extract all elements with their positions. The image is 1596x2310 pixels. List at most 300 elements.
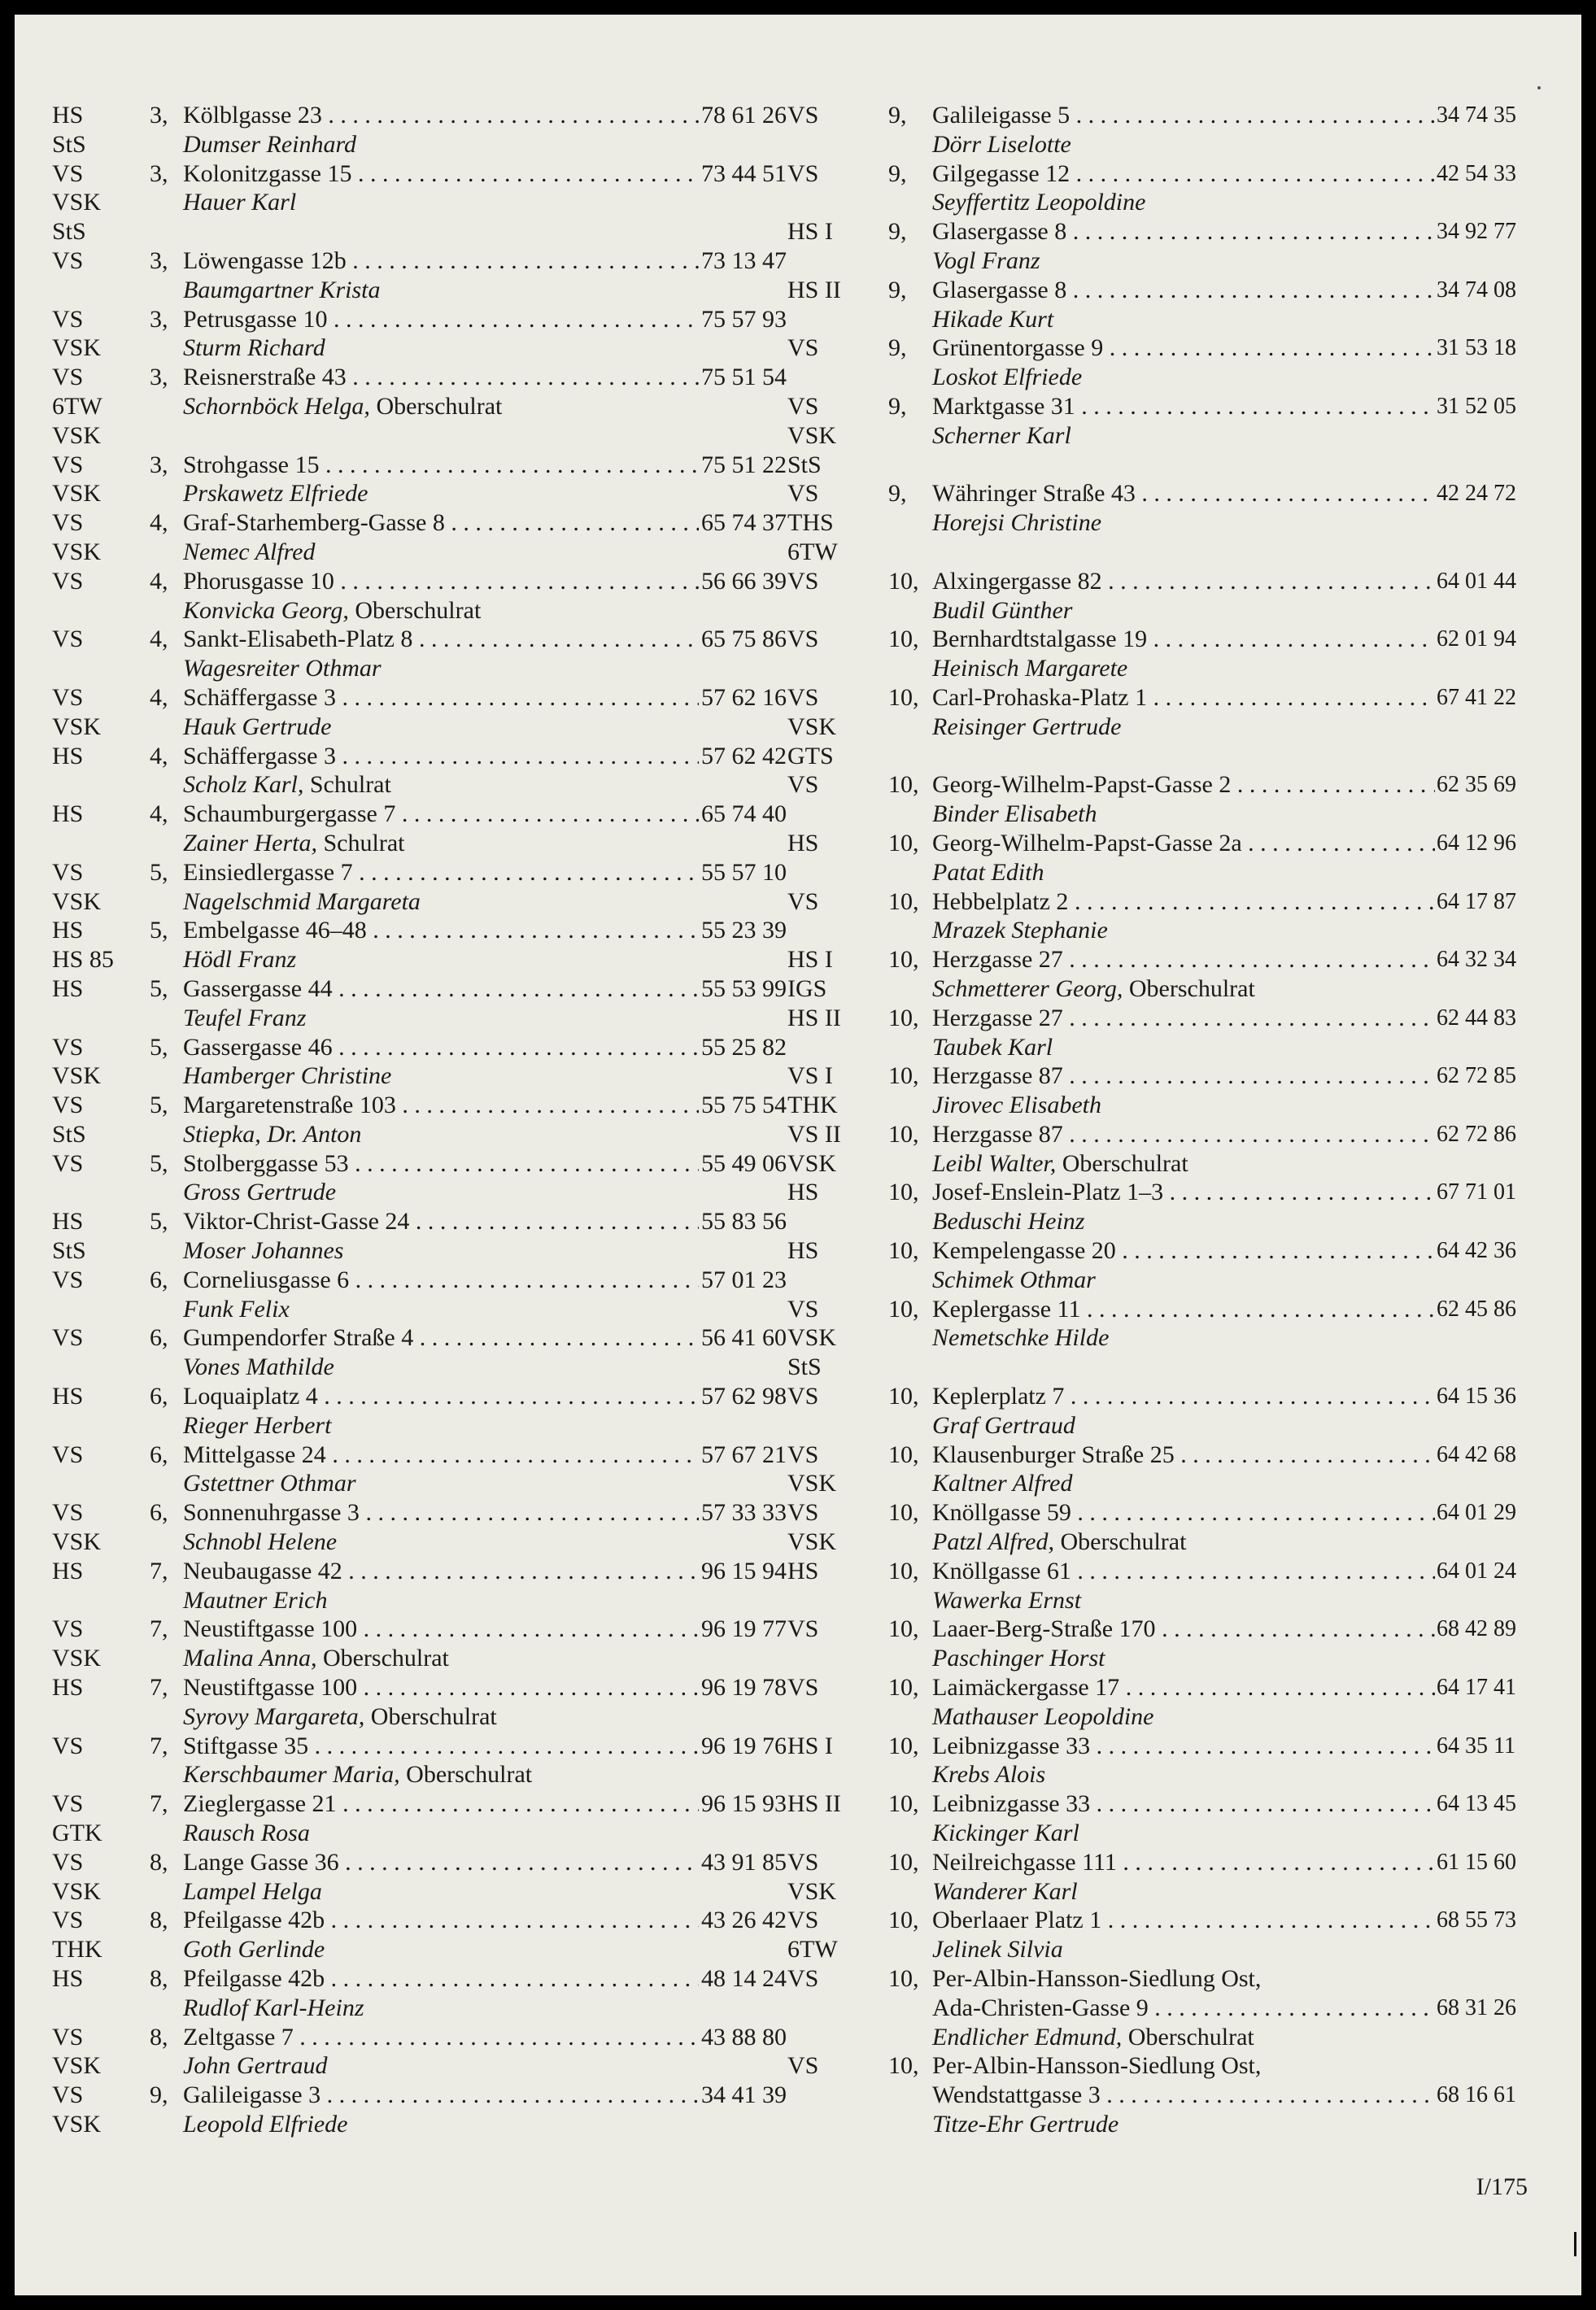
principal-name: Mathauser Leopoldine xyxy=(932,1702,1154,1730)
phone-number: 67 41 22 xyxy=(1437,684,1516,710)
school-address: Marktgasse 31 . . . xyxy=(932,392,1435,421)
directory-line xyxy=(52,1819,776,1848)
district-number: 8, xyxy=(150,1848,168,1876)
school-type-code: HS xyxy=(52,1383,84,1410)
entry-text xyxy=(183,305,699,334)
entry-text xyxy=(183,713,331,742)
school-type-code: VS xyxy=(787,1965,819,1992)
directory-line xyxy=(787,1615,1516,1644)
school-address: Gumpendorfer Straße 4 . . . xyxy=(183,1323,699,1353)
school-type-code: VS xyxy=(52,246,84,274)
school-address: Gassergasse 44 . . . xyxy=(183,974,699,1004)
directory-line xyxy=(787,1178,1516,1207)
entry-text xyxy=(932,421,1071,451)
directory-line xyxy=(52,1615,787,1644)
entry-text xyxy=(183,1091,699,1120)
principal-name: Rudlof Karl-Heinz xyxy=(183,1994,364,2021)
school-type-code: StS xyxy=(787,451,822,478)
entry-text xyxy=(183,1848,699,1877)
school-type-code: StS xyxy=(52,218,86,246)
school-type-code: THK xyxy=(52,1936,102,1964)
directory-line xyxy=(52,1411,776,1440)
phone-number: 57 33 33 xyxy=(701,1499,787,1527)
directory-line xyxy=(787,945,1516,974)
school-address: Josef-Enslein-Platz 1–3 . . . xyxy=(932,1178,1435,1207)
directory-line xyxy=(52,1994,776,2023)
school-type-code: GTS xyxy=(787,742,834,769)
school-type-code: VS II xyxy=(787,1120,841,1148)
entry-text xyxy=(932,392,1435,421)
entry-text xyxy=(183,1702,497,1732)
entry-text xyxy=(932,858,1044,887)
entry-text xyxy=(932,567,1435,596)
school-type-code: VS xyxy=(52,1149,84,1177)
phone-number: 78 61 26 xyxy=(701,102,787,129)
directory-line xyxy=(787,1732,1515,1761)
phone-number: 62 44 83 xyxy=(1437,1005,1516,1031)
school-type-code: VSK xyxy=(52,1528,102,1556)
directory-line xyxy=(787,1935,1495,1964)
principal-name: Patat Edith xyxy=(932,858,1044,886)
entry-text xyxy=(183,1353,334,1382)
principal-name: Lampel Helga xyxy=(183,1877,322,1905)
district-number: 5, xyxy=(150,917,168,944)
phone-number: 73 13 47 xyxy=(701,246,787,274)
entry-text xyxy=(932,363,1082,392)
directory-line xyxy=(787,1994,1516,2023)
principal-name: Prskawetz Elfriede xyxy=(183,480,368,508)
school-address: Neubaugasse 42 . . . xyxy=(183,1557,699,1586)
principal-name: Scherner Karl xyxy=(932,421,1071,449)
directory-line xyxy=(52,974,787,1004)
district-number: 9, xyxy=(888,218,907,246)
entry-text xyxy=(183,1994,364,2023)
district-number: 10, xyxy=(888,1732,919,1759)
principal-name: Stiepka, Dr. Anton xyxy=(183,1120,362,1148)
principal-name: Konvicka Georg, xyxy=(183,596,349,624)
directory-line xyxy=(787,538,1495,567)
entry-text xyxy=(183,1732,699,1761)
phone-number: 64 01 29 xyxy=(1437,1500,1516,1526)
left-column xyxy=(52,101,787,2139)
principal-name: Hauk Gertrude xyxy=(183,713,332,740)
school-type-code: VS xyxy=(52,567,84,595)
school-type-code: VS xyxy=(787,1440,819,1468)
school-type-code: HS xyxy=(787,1557,819,1584)
directory-line xyxy=(787,887,1516,917)
school-type-code: StS xyxy=(787,1353,822,1381)
district-number: 7, xyxy=(150,1557,168,1584)
school-type-code: VS xyxy=(52,364,84,391)
principal-name: Rausch Rosa xyxy=(183,1820,310,1847)
directory-line xyxy=(787,1498,1516,1528)
school-type-code: HS I xyxy=(787,1732,833,1759)
directory-line xyxy=(787,188,1495,217)
phone-number: 55 83 56 xyxy=(701,1208,787,1236)
directory-line xyxy=(52,800,787,829)
school-type-code: HS xyxy=(52,102,84,129)
directory-line xyxy=(787,1207,1495,1236)
school-type-code: VS xyxy=(52,2081,84,2109)
directory-line xyxy=(52,1964,787,1994)
principal-name: Mautner Erich xyxy=(183,1586,328,1614)
directory-line xyxy=(787,1033,1495,1062)
principal-title: Oberschulrat xyxy=(1128,974,1255,1002)
phone-number: 61 15 60 xyxy=(1437,1849,1516,1875)
entry-text xyxy=(183,742,699,771)
directory-line xyxy=(52,538,776,567)
entry-text xyxy=(932,625,1435,654)
school-type-code: VS xyxy=(787,102,819,129)
phone-number: 55 53 99 xyxy=(701,974,787,1002)
entry-text xyxy=(932,2023,1254,2052)
directory-line xyxy=(52,508,787,538)
school-address: Wendstattgasse 3 . . . xyxy=(932,2081,1435,2110)
entry-text xyxy=(932,916,1108,945)
directory-line xyxy=(787,479,1516,508)
school-type-code: VS xyxy=(787,771,819,799)
phone-number: 64 32 34 xyxy=(1437,947,1516,973)
directory-line xyxy=(787,276,1516,305)
directory-line xyxy=(52,770,776,800)
directory-line xyxy=(52,1469,776,1498)
school-type-code: VSK xyxy=(52,1062,102,1090)
district-number: 10, xyxy=(888,1237,919,1265)
school-address: Löwengasse 12b . . . xyxy=(183,246,699,276)
school-address: Glasergasse 8 . . . xyxy=(932,217,1435,246)
directory-line xyxy=(787,1789,1516,1819)
school-type-code: VSK xyxy=(52,887,102,915)
phone-number: 43 88 80 xyxy=(701,2023,787,2051)
directory-line xyxy=(787,596,1495,625)
entry-text xyxy=(183,451,699,480)
school-address: Einsiedlergasse 7 . . . xyxy=(183,858,699,887)
directory-line xyxy=(787,421,1495,451)
directory-line xyxy=(52,596,776,625)
phone-number: 68 31 26 xyxy=(1437,1994,1516,2020)
directory-line xyxy=(787,1061,1516,1091)
phone-number: 68 16 61 xyxy=(1437,2082,1516,2108)
entry-text xyxy=(183,1789,699,1819)
phone-number: 55 75 54 xyxy=(701,1092,787,1119)
principal-name: Paschinger Horst xyxy=(932,1645,1105,1672)
entry-text xyxy=(183,2110,347,2139)
principal-name: Nemetschke Hilde xyxy=(932,1324,1110,1352)
district-number: 8, xyxy=(150,1907,168,1934)
principal-name: Nemec Alfred xyxy=(183,538,316,565)
phone-number: 57 62 98 xyxy=(701,1383,787,1410)
school-address: Gassergasse 46 . . . xyxy=(183,1033,699,1062)
directory-line xyxy=(787,101,1516,130)
phone-number: 42 54 33 xyxy=(1437,160,1516,186)
district-number: 8, xyxy=(150,2023,168,2051)
district-number: 5, xyxy=(150,858,168,886)
phone-number: 34 92 77 xyxy=(1437,219,1516,245)
district-number: 9, xyxy=(888,159,907,187)
entry-text xyxy=(932,1586,1081,1615)
entry-text xyxy=(183,1557,699,1586)
entry-text xyxy=(183,974,699,1004)
phone-number: 65 75 86 xyxy=(701,625,787,653)
school-type-code: VS xyxy=(52,1324,84,1352)
directory-line xyxy=(52,101,787,130)
principal-name: Zainer Herta, xyxy=(183,829,317,856)
school-type-code: VS xyxy=(52,2023,84,2051)
district-number: 5, xyxy=(150,974,168,1002)
school-address: Pfeilgasse 42b . . . xyxy=(183,1906,699,1935)
school-address: Corneliusgasse 6 . . . xyxy=(183,1266,699,1295)
directory-line xyxy=(52,829,776,858)
entry-text xyxy=(932,1266,1096,1295)
entry-text xyxy=(183,1615,699,1644)
school-address: Petrusgasse 10 . . . xyxy=(183,305,699,334)
directory-line xyxy=(787,974,1495,1004)
directory-line xyxy=(52,625,787,654)
directory-line xyxy=(787,217,1516,246)
entry-text xyxy=(183,130,356,159)
entry-text xyxy=(183,1120,361,1149)
principal-name: Heinisch Margarete xyxy=(932,655,1128,682)
directory-line xyxy=(52,159,787,189)
school-type-code: VSK xyxy=(52,538,102,565)
school-address: Per-Albin-Hansson-Siedlung Ost, xyxy=(932,1965,1262,1992)
district-number: 10, xyxy=(888,946,919,974)
directory-line xyxy=(787,1877,1495,1907)
school-type-code: THK xyxy=(787,1092,838,1119)
entry-text xyxy=(932,713,1121,742)
directory-line xyxy=(787,770,1516,800)
entry-text xyxy=(183,1528,337,1557)
school-address: Georg-Wilhelm-Papst-Gasse 2 . . . xyxy=(932,770,1435,800)
school-type-code: VSK xyxy=(787,1528,837,1556)
phone-number: 62 35 69 xyxy=(1437,772,1516,798)
district-number: 10, xyxy=(888,1004,919,1031)
entry-text xyxy=(183,1207,699,1236)
district-number: 9, xyxy=(888,276,907,303)
directory-line xyxy=(52,276,776,305)
school-type-code: VS xyxy=(787,1295,819,1323)
entry-text xyxy=(932,130,1071,159)
directory-line xyxy=(787,1149,1495,1179)
directory-line xyxy=(52,1644,776,1673)
district-number: 3, xyxy=(150,305,168,333)
district-number: 4, xyxy=(150,509,168,537)
entry-text xyxy=(183,333,325,363)
school-address: Herzgasse 27 . . . xyxy=(932,1004,1435,1033)
school-type-code: HS xyxy=(787,1237,819,1265)
school-address: Herzgasse 87 . . . xyxy=(932,1061,1435,1091)
district-number: 9, xyxy=(150,2081,168,2109)
directory-line xyxy=(787,1323,1495,1353)
district-number: 10, xyxy=(888,1062,919,1090)
school-type-code: VS xyxy=(787,887,819,915)
principal-name: Hauer Karl xyxy=(183,189,297,216)
directory-line xyxy=(787,1644,1495,1673)
entry-text xyxy=(932,1120,1435,1149)
school-type-code: VS xyxy=(787,1907,819,1934)
directory-line xyxy=(52,1295,776,1324)
phone-number: 65 74 37 xyxy=(701,509,787,537)
entry-text xyxy=(932,1411,1075,1440)
entry-text xyxy=(183,1061,391,1091)
entry-text xyxy=(932,1207,1084,1236)
district-number: 9, xyxy=(888,334,907,362)
district-number: 10, xyxy=(888,2052,919,2080)
school-address: Schaumburgergasse 7 . . . xyxy=(183,800,699,829)
entry-text xyxy=(932,333,1435,363)
directory-line xyxy=(787,1266,1495,1295)
directory-line xyxy=(787,1440,1516,1470)
school-address: Zeltgasse 7 . . . xyxy=(183,2023,699,2052)
school-address: Oberlaaer Platz 1 . . . xyxy=(932,1906,1435,1935)
district-number: 10, xyxy=(888,625,919,653)
entry-text xyxy=(932,1615,1435,1644)
district-number: 10, xyxy=(888,1965,919,1992)
directory-line xyxy=(787,1469,1495,1498)
directory-line xyxy=(787,916,1495,945)
directory-line xyxy=(52,421,776,451)
directory-line xyxy=(52,1266,787,1295)
directory-line xyxy=(787,1819,1495,1848)
entry-text xyxy=(932,1877,1078,1907)
school-type-code: VSK xyxy=(52,713,102,740)
principal-name: Moser Johannes xyxy=(183,1237,344,1265)
school-address: Georg-Wilhelm-Papst-Gasse 2a . . . xyxy=(932,829,1435,858)
school-type-code: VS xyxy=(52,625,84,653)
principal-title: Oberschulrat xyxy=(1062,1149,1188,1177)
entry-text xyxy=(932,887,1435,917)
principal-name: Leopold Elfriede xyxy=(183,2110,348,2138)
district-number: 3, xyxy=(150,102,168,129)
entry-text xyxy=(932,217,1435,246)
directory-line xyxy=(52,130,776,159)
entry-text xyxy=(183,625,699,654)
directory-page xyxy=(15,15,1581,2295)
directory-line xyxy=(52,945,776,974)
school-address: Knöllgasse 61 . . . xyxy=(932,1557,1435,1586)
school-type-code: VS xyxy=(52,1732,84,1759)
principal-name: Dumser Reinhard xyxy=(183,130,357,158)
principal-name: Hikade Kurt xyxy=(932,305,1054,333)
school-address: Keplerplatz 7 . . . xyxy=(932,1382,1435,1411)
speck-mark xyxy=(1537,86,1541,89)
entry-text xyxy=(183,246,699,276)
district-number: 7, xyxy=(150,1732,168,1759)
entry-text xyxy=(932,1236,1435,1266)
entry-text xyxy=(183,1644,449,1673)
school-type-code: StS xyxy=(52,130,86,158)
entry-text xyxy=(932,1382,1435,1411)
school-type-code: VS xyxy=(787,1848,819,1876)
school-address: Währinger Straße 43 . . . xyxy=(932,479,1435,508)
school-type-code: HS xyxy=(52,742,84,769)
school-address: Schäffergasse 3 . . . xyxy=(183,683,699,713)
phone-number: 56 41 60 xyxy=(701,1324,787,1352)
school-type-code: VSK xyxy=(787,1877,837,1905)
directory-line xyxy=(787,246,1495,276)
directory-line xyxy=(787,713,1495,742)
school-type-code: 6TW xyxy=(52,392,102,420)
entry-text xyxy=(932,159,1435,189)
school-type-code: HS II xyxy=(787,276,841,303)
directory-line xyxy=(787,1236,1516,1266)
entry-text xyxy=(183,1906,699,1935)
district-number: 10, xyxy=(888,1499,919,1527)
directory-line xyxy=(787,800,1495,829)
entry-text xyxy=(932,1702,1153,1732)
school-address: Schäffergasse 3 . . . xyxy=(183,742,699,771)
directory-line xyxy=(787,363,1495,392)
school-address: Glasergasse 8 . . . xyxy=(932,276,1435,305)
entry-text xyxy=(183,1498,699,1528)
entry-text xyxy=(183,1586,327,1615)
principal-name: Binder Elisabeth xyxy=(932,800,1097,828)
principal-name: Wagesreiter Othmar xyxy=(183,655,382,682)
directory-line xyxy=(52,1382,787,1411)
phone-number: 68 42 89 xyxy=(1437,1616,1516,1642)
school-address: Sankt-Elisabeth-Platz 8 . . . xyxy=(183,625,699,654)
phone-number: 68 55 73 xyxy=(1437,1907,1516,1933)
directory-line xyxy=(52,1732,787,1761)
school-address: Viktor-Christ-Gasse 24 . . . xyxy=(183,1207,699,1236)
school-type-code: VS xyxy=(52,305,84,333)
phone-number: 64 12 96 xyxy=(1437,830,1516,856)
entry-text xyxy=(183,538,315,567)
directory-line xyxy=(787,130,1495,159)
entry-text xyxy=(183,770,391,800)
principal-name: Nagelschmid Margareta xyxy=(183,887,421,915)
phone-number: 55 23 39 xyxy=(701,917,787,944)
entry-text xyxy=(183,2051,327,2081)
district-number: 6, xyxy=(150,1324,168,1352)
school-type-code: VSK xyxy=(52,189,102,216)
phone-number: 42 24 72 xyxy=(1437,481,1516,507)
directory-line xyxy=(787,2081,1516,2110)
entry-text xyxy=(183,363,699,392)
school-address: Carl-Prohaska-Platz 1 . . . xyxy=(932,683,1435,713)
school-type-code: HS xyxy=(52,1208,84,1236)
school-type-code: HS I xyxy=(787,218,833,246)
directory-line xyxy=(52,1091,787,1120)
entry-text xyxy=(183,2023,699,2052)
district-number: 4, xyxy=(150,800,168,828)
entry-text xyxy=(932,1760,1045,1789)
entry-text xyxy=(183,800,699,829)
school-type-code: VS xyxy=(52,1615,84,1643)
school-address: Bernhardtstalgasse 19 . . . xyxy=(932,625,1435,654)
school-type-code: THS xyxy=(787,509,834,537)
directory-line xyxy=(787,392,1516,421)
phone-number: 96 19 77 xyxy=(701,1615,787,1643)
school-type-code: VS xyxy=(787,392,819,420)
directory-line xyxy=(787,683,1516,713)
school-address: Strohgasse 15 . . . xyxy=(183,451,699,480)
phone-number: 96 15 93 xyxy=(701,1790,787,1818)
phone-number: 62 45 86 xyxy=(1437,1296,1516,1322)
directory-line xyxy=(787,1091,1495,1120)
entry-text xyxy=(932,246,1040,276)
principal-name: Gstettner Othmar xyxy=(183,1470,356,1497)
directory-line xyxy=(52,916,787,945)
school-type-code: VSK xyxy=(52,2052,102,2080)
district-number: 7, xyxy=(150,1674,168,1702)
entry-text xyxy=(183,1964,699,1994)
school-type-code: VS xyxy=(52,159,84,187)
principal-name: Baumgartner Krista xyxy=(183,276,381,303)
directory-line xyxy=(52,363,787,392)
school-type-code: GTK xyxy=(52,1820,102,1847)
entry-text xyxy=(932,683,1435,713)
